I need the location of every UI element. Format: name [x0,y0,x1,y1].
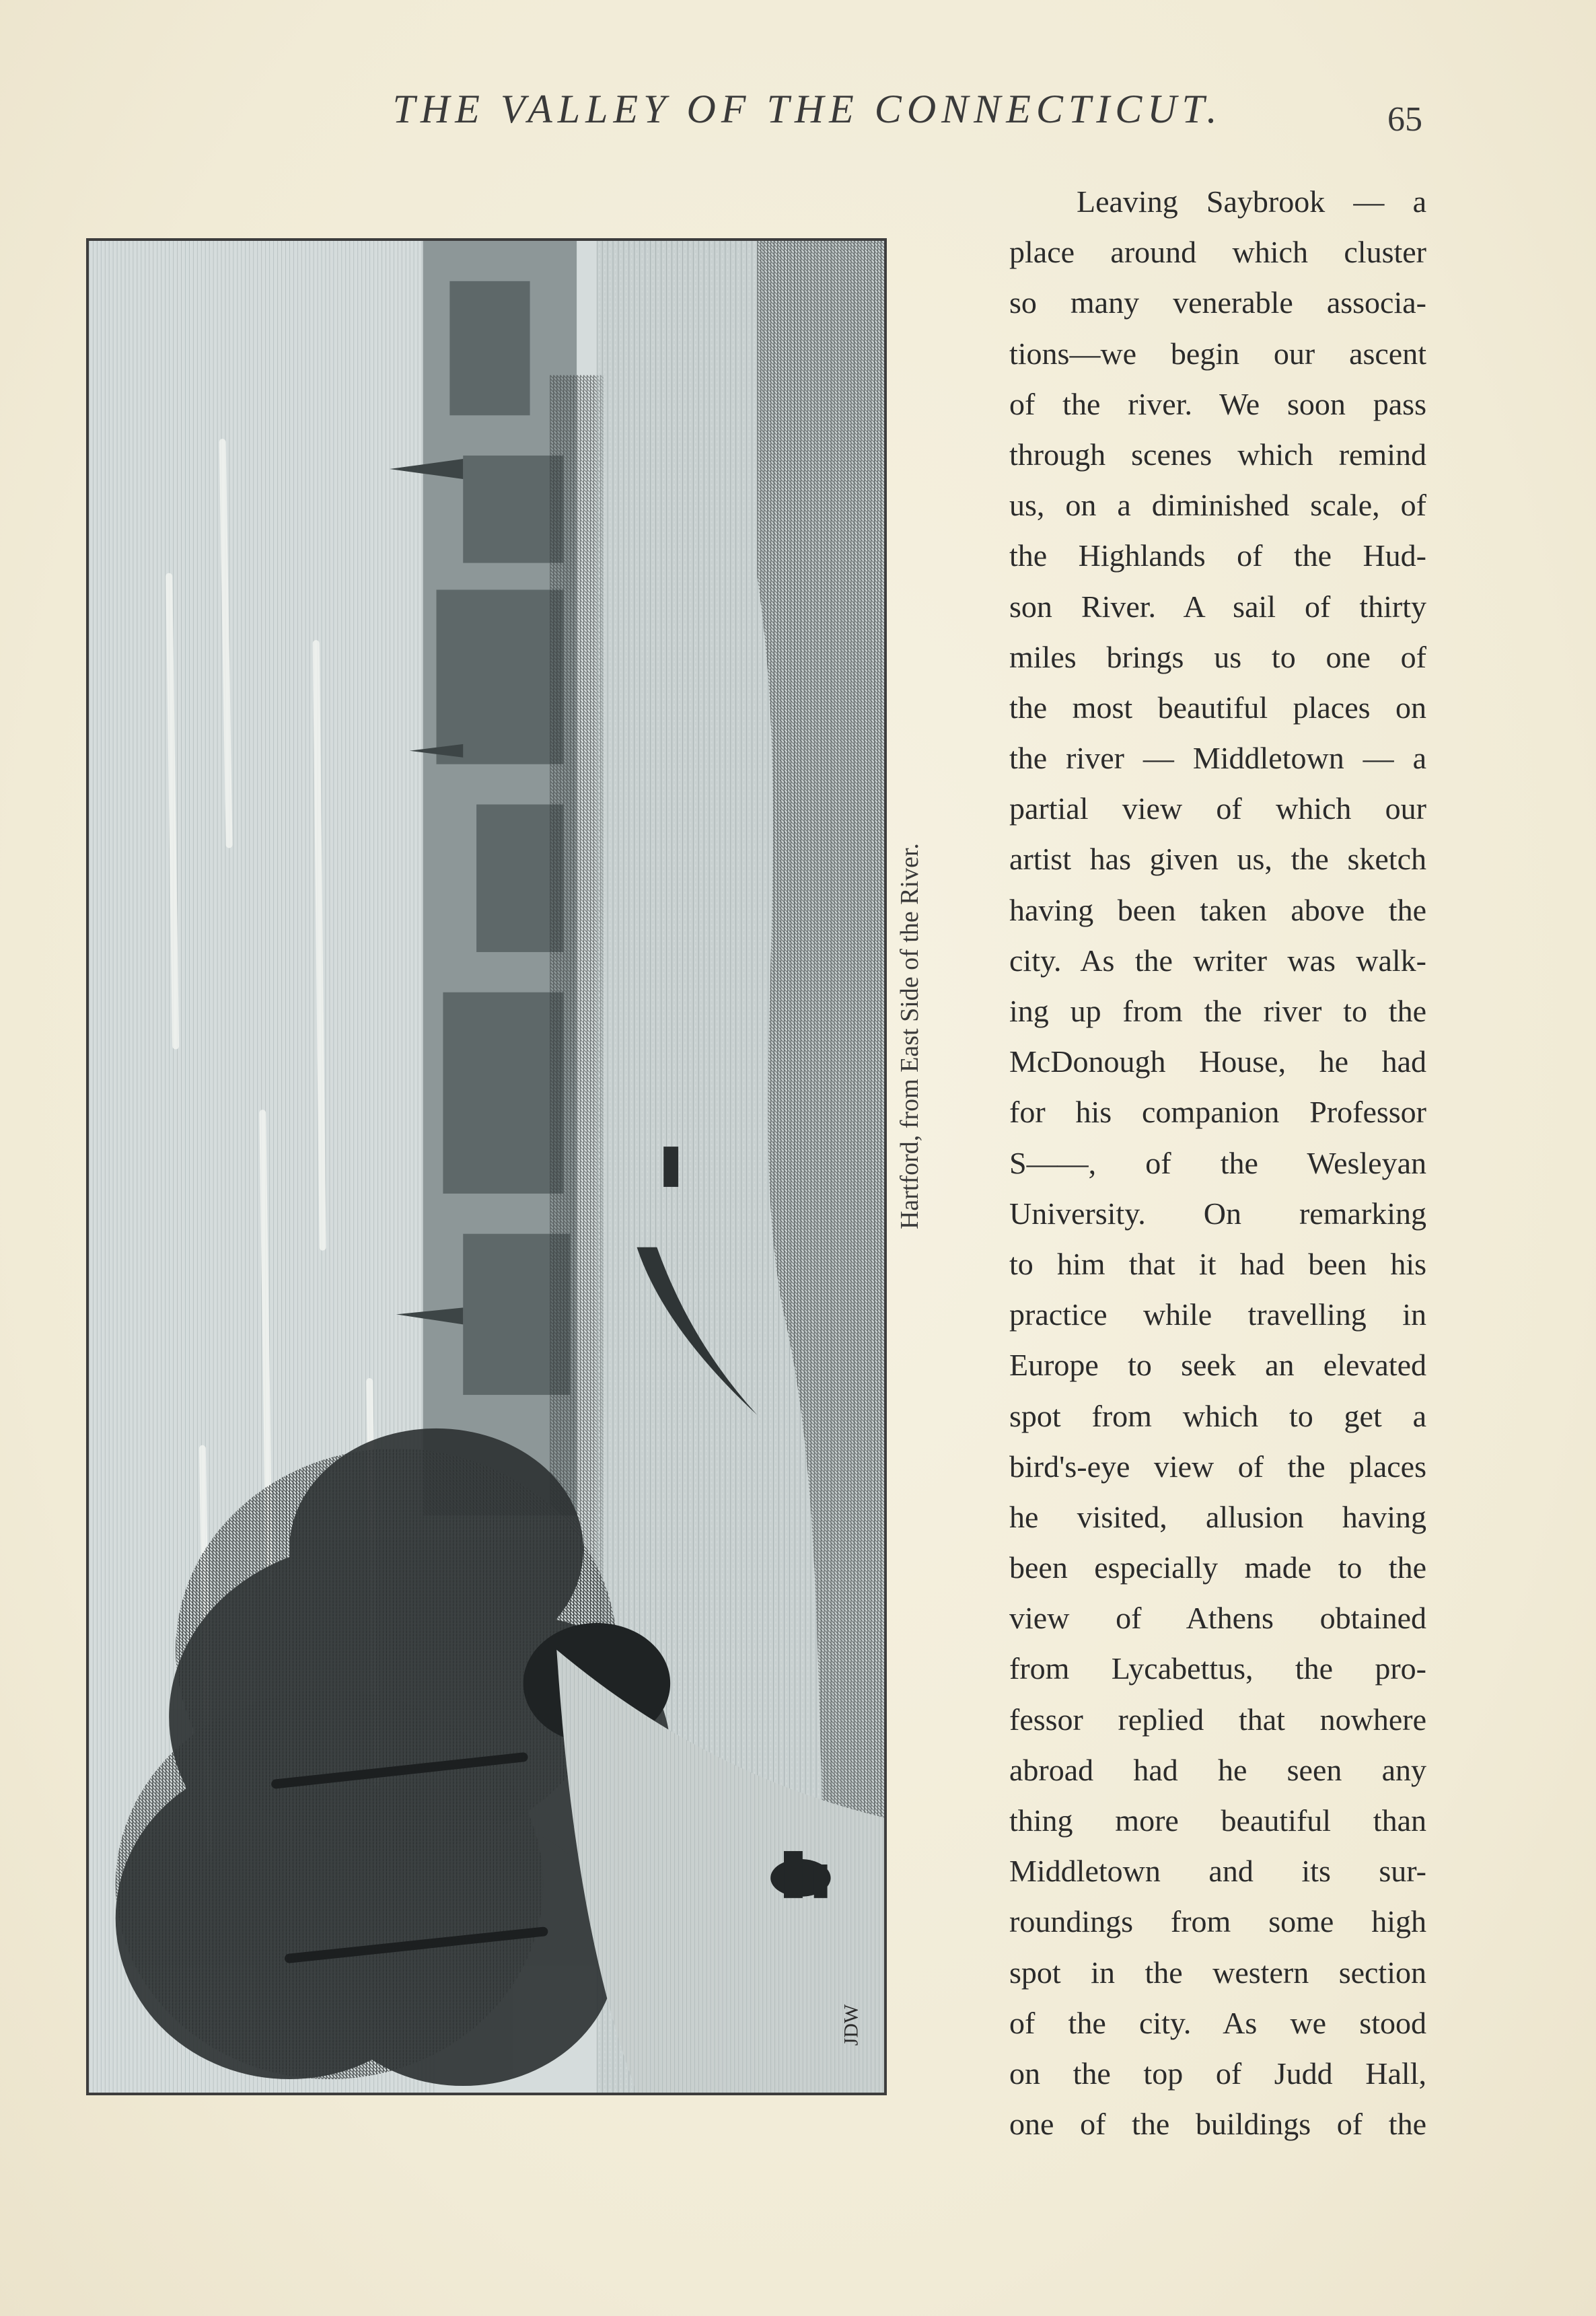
text-line: he visited, allusion having [1009,1499,1426,1534]
text-line: roundings from some high [1009,1904,1426,1939]
text-line: University. On remarking [1009,1196,1426,1231]
text-line: view of Athens obtained [1009,1601,1426,1636]
text-line: abroad had he seen any [1009,1752,1426,1787]
text-line: Europe to seek an elevated [1009,1348,1426,1383]
text-line: practice while travelling in [1009,1297,1426,1332]
text-line: spot in the western section [1009,1955,1426,1990]
text-line: partial view of which our [1009,791,1426,826]
text-line: to him that it had been his [1009,1246,1426,1281]
text-line: one of the buildings of the [1009,2107,1426,2142]
text-line: been especially made to the [1009,1550,1426,1585]
text-line: place around which cluster [1009,235,1426,270]
text-line: having been taken above the [1009,892,1426,927]
page-number: 65 [1387,100,1422,139]
text-line: McDonough House, he had [1009,1044,1426,1079]
text-line: the Highlands of the Hud- [1009,538,1426,573]
engraving-illustration [89,241,884,2093]
text-line: of the city. As we stood [1009,2005,1426,2040]
text-line: miles brings us to one of [1009,639,1426,674]
text-line: of the river. We soon pass [1009,386,1426,421]
text-line: thing more beautiful than [1009,1803,1426,1838]
body-text-column [1009,176,1426,2149]
text-line: tions—we begin our ascent [1009,336,1426,371]
text-line: son River. A sail of thirty [1009,589,1426,624]
text-line: bird's-eye view of the places [1009,1449,1426,1484]
text-line: the river — Middletown — a [1009,741,1426,776]
running-head: THE VALLEY OF THE CONNECTICUT. [392,87,1223,131]
text-line: us, on a diminished scale, of [1009,488,1426,523]
text-line: spot from which to get a [1009,1398,1426,1433]
text-line: ing up from the river to the [1009,994,1426,1028]
text-line: S——, of the Wesleyan [1009,1145,1426,1180]
text-line: Leaving Saybrook — a [1077,184,1426,219]
text-line: city. As the writer was walk- [1009,943,1426,978]
text-line: artist has given us, the sketch [1009,842,1426,877]
engraver-signature: JDW [840,2004,863,2046]
text-line: from Lycabettus, the pro- [1009,1651,1426,1686]
text-line: the most beautiful places on [1009,690,1426,725]
text-line: on the top of Judd Hall, [1009,2056,1426,2091]
engraving-plate [86,238,887,2095]
text-line: fessor replied that nowhere [1009,1702,1426,1737]
text-line: for his companion Professor [1009,1095,1426,1130]
illustration-caption: Hartford, from East Side of the River. [896,842,924,1230]
text-line: through scenes which remind [1009,437,1426,472]
text-line: so many venerable associa- [1009,285,1426,320]
text-line: Middletown and its sur- [1009,1854,1426,1889]
